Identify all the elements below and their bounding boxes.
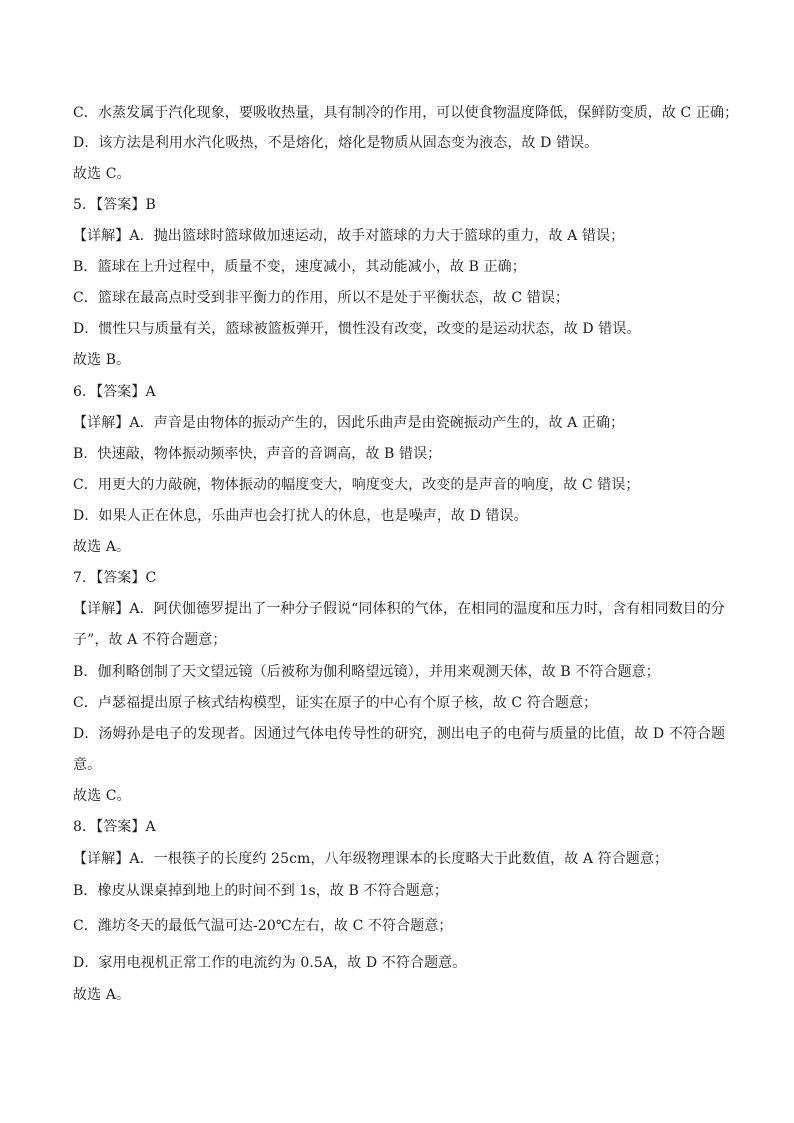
answer-heading: 7．【答案】C: [73, 570, 157, 586]
answer-heading: 6．【答案】A: [73, 384, 156, 400]
text-line: D．惯性只与质量有关，篮球被篮板弹开，惯性没有改变，改变的是运动状态，故 D 错误。: [73, 321, 641, 337]
text-line: 意。: [73, 757, 102, 773]
text-line: C．卢瑟福提出原子核式结构模型，证实在原子的中心有个原子核，故 C 符合题意；: [73, 695, 598, 711]
text-line: B．橡皮从课桌掉到地上的时间不到 1s，故 B 不符合题意；: [73, 883, 449, 899]
text-line: B．篮球在上升过程中，质量不变，速度减小，其动能减小，故 B 正确；: [73, 259, 526, 275]
text-line: 故选 C。: [73, 788, 131, 804]
text-line: C．用更大的力敲碗，物体振动的幅度变大，响度变大，改变的是声音的响度，故 C 错误；: [73, 477, 640, 493]
text-line: C．水蒸发属于汽化现象，要吸收热量，具有制冷的作用，可以使食物温度降低，保鲜防变质，故 C 正确；: [73, 105, 739, 121]
text-line: D．该方法是利用水汽化吸热，不是熔化，熔化是物质从固态变为液态，故 D 错误。: [73, 135, 599, 151]
text-line: 子”，故 A 不符合题意；: [73, 632, 227, 648]
text-line: D．汤姆孙是电子的发现者。因通过气体电传导性的研究，测出电子的电荷与质量的比值，故 D 不符合题: [73, 726, 726, 742]
text-line: 故选 A。: [73, 987, 131, 1003]
answer-heading: 8．【答案】A: [73, 819, 156, 835]
text-line: 故选 C。: [73, 166, 131, 182]
text-line: B．快速敲，物体振动频率快，声音的音调高，故 B 错误；: [73, 446, 442, 462]
text-line: 故选 B。: [73, 352, 131, 368]
text-line: 故选 A。: [73, 539, 131, 555]
text-line: C．潍坊冬天的最低气温可达-20℃左右，故 C 不符合题意；: [73, 918, 453, 934]
text-line: D．如果人正在休息，乐曲声也会打扰人的休息，也是噪声，故 D 错误。: [73, 508, 528, 524]
text-line: 【详解】A．声音是由物体的振动产生的，因此乐曲声是由瓷碗振动产生的，故 A 正确；: [73, 415, 625, 431]
text-line: C．篮球在最高点时受到非平衡力的作用，所以不是处于平衡状态，故 C 错误；: [73, 290, 570, 306]
text-line: B．伽利略创制了天文望远镜（后被称为伽利略望远镜），并用来观测天体，故 B 不符合题意；: [73, 664, 660, 680]
answer-heading: 5．【答案】B: [73, 197, 156, 213]
text-line: 【详解】A．一根筷子的长度约 25cm，八年级物理课本的长度略大于此数值，故 A 符合题意；: [73, 851, 669, 867]
text-line: 【详解】A．阿伏伽德罗提出了一种分子假说“同体积的气体，在相同的温度和压力时，含有相同数目的分: [73, 601, 725, 617]
text-line: 【详解】A．抛出篮球时篮球做加速运动，故手对篮球的力大于篮球的重力，故 A 错误；: [73, 228, 625, 244]
text-line: D．家用电视机正常工作的电流约为 0.5A，故 D 不符合题意。: [73, 955, 467, 971]
